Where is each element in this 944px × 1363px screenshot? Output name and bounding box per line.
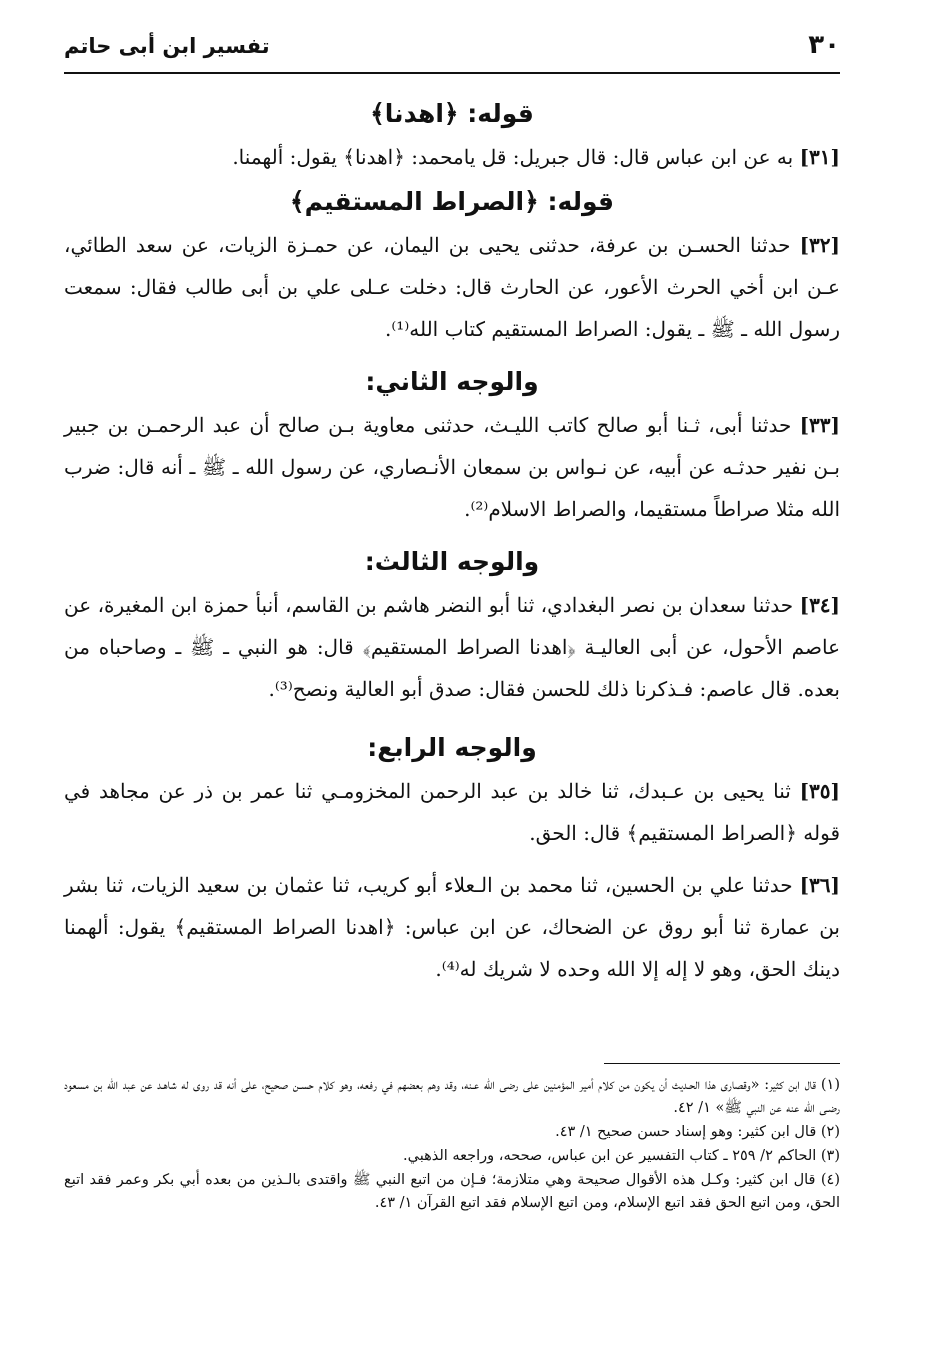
footnote-3: (٣) الحاكم ٢/ ٢٥٩ ـ كتاب التفسير عن ابن عباس، صححه، وراجعه الذهبي. [403, 1148, 840, 1164]
paragraph-text: به عن ابن عباس قال: قال جبريل: قل يامحمد: ﴿اهدنا﴾ يقول: ألهمنا. [232, 145, 794, 169]
paragraph-34 [64, 584, 840, 710]
section-heading-fourth-view: والوجه الرابع: [367, 733, 537, 762]
section-heading-sirat: قوله: ﴿الصراط المستقيم﴾ [289, 187, 615, 216]
paragraph-number: [٣٣] [799, 413, 840, 437]
footnote-4: (٤) قال ابن كثير: وكـل هذه الأقوال صحيحة وهي متلازمة؛ فـإن من اتبع النبي ﷺ واقتدى بالـذين من بعده أبي بكر وعمر فقد اتبع الحق، ومن اتبع الحق فقد اتبع الإسلام، ومن اتبع الإسلام فقد اتبع القرآن ١/ ٤٣. [64, 1172, 840, 1211]
paragraph-35 [64, 770, 840, 854]
paragraph-number: [٣٢] [799, 233, 840, 257]
page-number: ٣٠ [808, 30, 840, 60]
paragraph-text: حدثنا سعدان بن نصر البغدادي، ثنا أبو النضر هاشم بن القاسم، أنبأ حمزة ابن المغيرة، عن عاصم الأحول، عن أبى العاليـة ﴿اهدنا الصراط المستقيم﴾ قال: هو النبي ـ ﷺ ـ وصاحباه من بعده. قال عاصم: فـذكرنا ذلك للحسن فقال: صدق أبو العالية ونصح⁽³⁾. [64, 593, 840, 701]
paragraph-number: [٣٤] [799, 593, 841, 617]
footnote-2: (٢) قال ابن كثير: وهو إسناد حسن صحيح ١/ ٤٣. [555, 1124, 840, 1140]
paragraph-31 [64, 136, 840, 178]
footnote-1: (١) قال ابن كثير: «وقصارى هذا الحـديث أن يكون من كلام أمير المؤمنين على رضى الله عـنه، وقد وهم بعضهم في رفعه، وهو كلام حسـن صحيح، على أنه قد روى له شاهـد عن عبد الله بن مسعود رضـى الله عنه عن النبي ﷺ» ١/ ٤٢. [64, 1077, 840, 1116]
paragraph-33 [64, 404, 840, 530]
section-heading-third-view: والوجه الثالث: [364, 547, 540, 576]
main-text [64, 92, 840, 992]
running-title: تفسير ابن أبى حاتم [64, 34, 270, 58]
paragraph-number: [٣١] [799, 145, 840, 169]
paragraph-number: [٣٥] [799, 779, 840, 803]
running-header [64, 28, 840, 74]
paragraph-text: حدثنا الحسـن بن عرفة، حدثنى يحيى بن اليمان، عن حمـزة الزيات، عن سعد الطائي، عـن ابن أخي الحرث الأعور، عن الحارث قال: دخلت عـلى علي بن أبى طالب فقال: سمعت رسول الله ـ ﷺ ـ يقول: الصراط المستقيم كتاب الله⁽¹⁾. [64, 233, 840, 341]
paragraph-number: [٣٦] [799, 873, 840, 897]
section-heading-ihdina: قوله: ﴿اهدنا﴾ [370, 99, 534, 128]
footnotes [64, 1074, 840, 1216]
paragraph-text: ثنا يحيى بن عـبدك، ثنا خالد بن عبد الرحمن المخزومـي ثنا عمر بن ذر عن مجاهد في قوله ﴿الصراط المستقيم﴾ قال: الحق. [64, 779, 840, 845]
paragraph-text: حدثنا أبى، ثـنا أبو صالح كاتب الليـث، حدثنى معاوية بـن صالح أن عبد الرحمـن بن جبير بـن نفير حدثـه عن أبيه، عن نـواس بن سمعان الأنـصاري، عن رسول الله ـ ﷺ ـ أنه قال: ضرب الله مثلا صراطاً مستقيما، والصراط الاسلام⁽²⁾. [64, 413, 840, 521]
section-heading-second-view: والوجه الثاني: [365, 367, 539, 396]
footnote-divider [604, 1063, 840, 1064]
paragraph-36 [64, 864, 840, 990]
paragraph-32 [64, 224, 840, 350]
paragraph-text: حدثنا علي بن الحسين، ثنا محمد بن الـعلاء أبو كريب، ثنا عثمان بن سعيد الزيات، ثنا بشر بن عمارة ثنا أبو روق عن الضحاك، عن ابن عباس: ﴿اهدنا الصراط المستقيم﴾ يقول: ألهمنا دينك الحق، وهو لا إله إلا الله وحده لا شريك له⁽⁴⁾. [64, 873, 840, 981]
